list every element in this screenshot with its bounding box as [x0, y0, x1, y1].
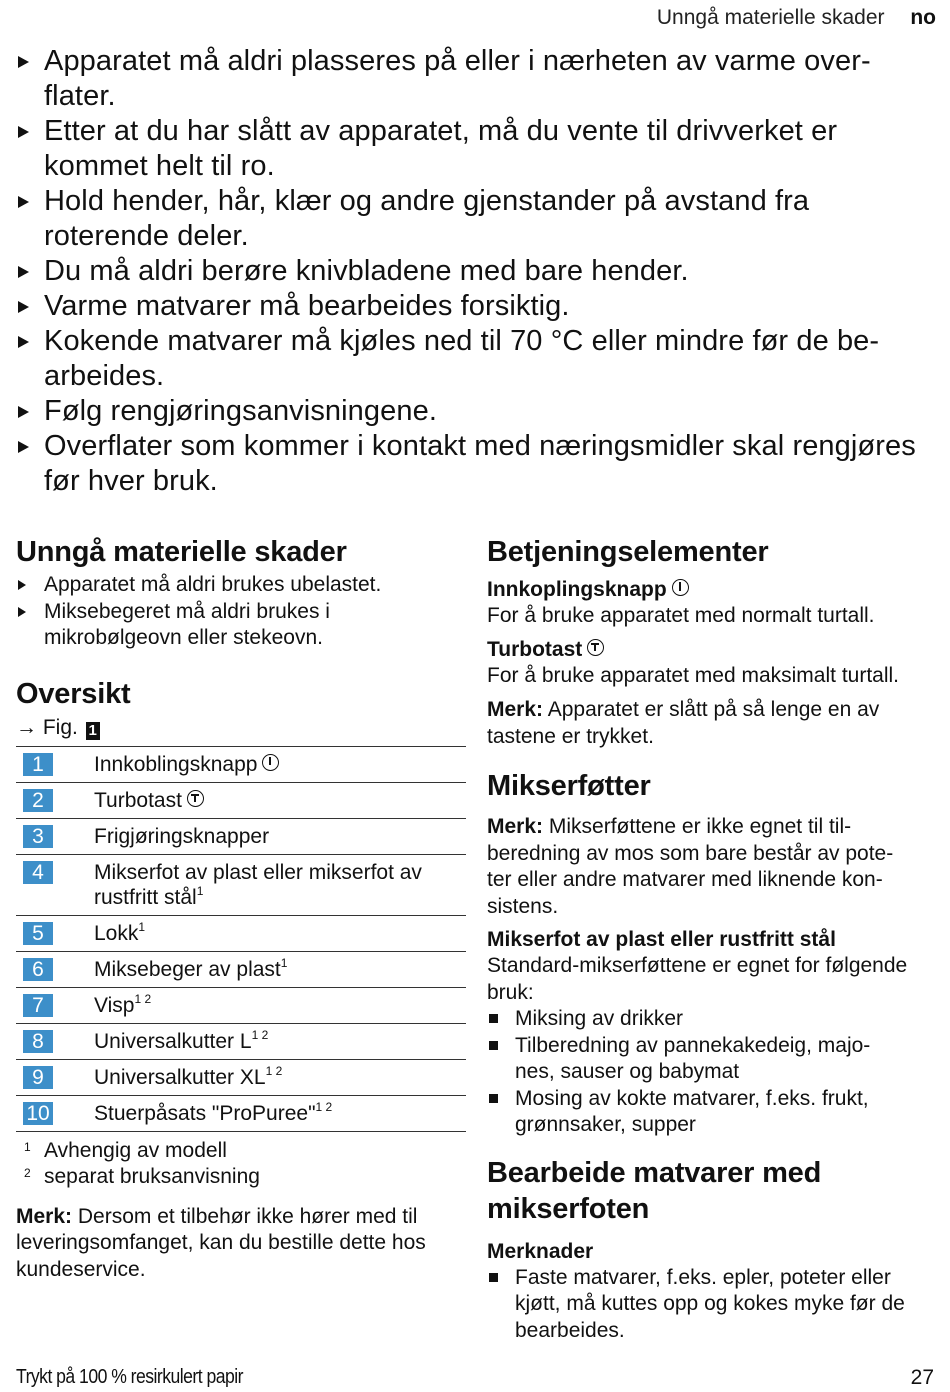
power-button-title: Innkoplingsknapp	[487, 577, 937, 603]
part-number-badge: 6	[23, 958, 53, 981]
list-item: Tilberedning av pannekakedeig, majo- nes, sauser og babymat	[487, 1033, 937, 1086]
power-button-text: For å bruke apparatet med normalt turtall.	[487, 604, 875, 627]
page-header	[657, 6, 936, 30]
footnote-ref: 1	[280, 955, 288, 970]
overview-heading: Oversikt	[16, 677, 131, 710]
footnote-ref: 1 2	[251, 1027, 269, 1042]
safety-item: Du må aldri berøre knivbladene med bare hender.	[18, 254, 938, 289]
safety-item: Hold hender, hår, klær og andre gjenstander på avstand fra roterende deler.	[18, 184, 938, 254]
part-number-badge: 8	[23, 1030, 53, 1053]
part-number-badge: 9	[23, 1066, 53, 1089]
part-label: Turbotast	[94, 788, 182, 812]
footnote-ref: 1 2	[265, 1063, 283, 1078]
part-label: Mikserfot av plast eller mikserfot av rustfritt stål	[94, 860, 422, 909]
turbo-icon	[587, 639, 604, 656]
damage-heading: Unngå materielle skader	[16, 536, 347, 568]
left-column	[16, 534, 466, 1283]
parts-table	[16, 746, 466, 1132]
footer-print-note: Trykt på 100 % resirkulert papir	[16, 1366, 243, 1388]
blender-note: Merk: Mikserføttene er ikke egnet til til- beredning av mos som bare består av pote- ter eller andre matvarer med liknende kon- sistens.	[487, 815, 894, 918]
blender-feet-heading: Mikserføtter	[487, 770, 651, 802]
list-item: Miksing av drikker	[487, 1006, 937, 1033]
arrow-bullet-icon	[18, 336, 29, 348]
arrow-bullet-icon	[18, 56, 29, 68]
part-number-badge: 3	[23, 825, 53, 848]
arrow-bullet-icon	[18, 580, 26, 590]
notes-list	[487, 1265, 937, 1345]
safety-item: Overflater som kommer i kontakt med næringsmidler skal rengjøres før hver bruk.	[18, 429, 938, 499]
table-row	[16, 915, 466, 951]
table-row	[16, 1059, 466, 1095]
table-row	[16, 818, 466, 854]
part-number-badge: 10	[23, 1102, 53, 1125]
arrow-bullet-icon	[18, 406, 29, 418]
part-label: Visp	[94, 993, 135, 1017]
arrow-bullet-icon	[18, 196, 29, 208]
table-row	[16, 987, 466, 1023]
turbo-button-text: For å bruke apparatet med maksimalt turtall.	[487, 663, 900, 687]
list-item: Mosing av kokte matvarer, f.eks. frukt, grønnsaker, supper	[487, 1086, 937, 1139]
part-label: Lokk	[94, 921, 139, 945]
footnote-ref: 1 2	[134, 991, 152, 1006]
right-column	[487, 534, 937, 1344]
damage-item: Apparatet må aldri brukes ubelastet.	[16, 572, 466, 599]
figure-reference: → Fig. 1	[16, 716, 466, 740]
turbo-icon	[187, 790, 204, 807]
power-icon	[672, 579, 689, 596]
part-label: Universalkutter XL	[94, 1065, 266, 1089]
footnote: 1 Avhengig av modell	[24, 1138, 227, 1162]
blender-sub-text: Standard-mikserføttene er egnet for følgende bruk:	[487, 954, 908, 1004]
part-number-badge: 5	[23, 922, 53, 945]
footnote: 2 separat bruksanvisning	[24, 1164, 260, 1188]
list-item: Faste matvarer, f.eks. epler, poteter eller kjøtt, må kuttes opp og kokes myke før de bearbeides.	[487, 1265, 937, 1345]
notes-heading: Merknader	[487, 1239, 594, 1263]
controls-heading: Betjeningselementer	[487, 536, 769, 568]
safety-item: Apparatet må aldri plasseres på eller i nærheten av varme over- flater.	[18, 44, 938, 114]
table-row	[16, 782, 466, 818]
safety-list	[18, 44, 938, 499]
page-number: 27	[910, 1366, 934, 1389]
footnote-ref: 1	[138, 919, 146, 934]
overview-note: Merk: Dersom et tilbehør ikke hører med til leveringsomfanget, kan du bestille dette hos kundeservice.	[16, 1204, 426, 1281]
power-icon	[262, 754, 279, 771]
part-number-badge: 4	[23, 861, 53, 884]
damage-item: Miksebegeret må aldri brukes i mikrobølgeovn eller stekeovn.	[16, 599, 466, 652]
arrow-bullet-icon	[18, 126, 29, 138]
blender-sub-heading: Mikserfot av plast eller rustfritt stål	[487, 928, 836, 951]
header-language-code: no	[910, 6, 936, 29]
square-bullet-icon	[489, 1273, 498, 1282]
safety-item: Varme matvarer må bearbeides forsiktig.	[18, 289, 938, 324]
processing-heading: Bearbeide matvarer med mikserfoten	[487, 1156, 822, 1225]
arrow-bullet-icon	[18, 607, 26, 617]
table-row	[16, 746, 466, 782]
header-section-title: Unngå materielle skader	[656, 6, 885, 29]
part-number-badge: 7	[23, 994, 53, 1017]
uses-list	[487, 1006, 937, 1139]
footnote-ref: 1	[196, 883, 204, 898]
table-row	[16, 1023, 466, 1059]
safety-item: Kokende matvarer må kjøles ned til 70 °C eller mindre før de be- arbeides.	[18, 324, 938, 394]
footnote-ref: 1 2	[315, 1099, 333, 1114]
safety-item: Følg rengjøringsanvisningene.	[18, 394, 938, 429]
part-label: Miksebeger av plast	[94, 957, 281, 981]
arrow-bullet-icon	[18, 266, 29, 278]
table-row	[16, 854, 466, 915]
table-row	[16, 1095, 466, 1131]
figure-number-badge: 1	[86, 722, 100, 740]
arrow-bullet-icon	[18, 441, 29, 453]
square-bullet-icon	[489, 1014, 498, 1023]
footnotes	[16, 1138, 466, 1190]
part-label: Frigjøringsknapper	[94, 824, 270, 848]
square-bullet-icon	[489, 1094, 498, 1103]
part-number-badge: 2	[23, 789, 53, 812]
part-number-badge: 1	[23, 753, 53, 776]
part-label: Universalkutter L	[94, 1029, 252, 1053]
arrow-bullet-icon	[18, 301, 29, 313]
part-label: Innkoblingsknapp	[94, 752, 258, 776]
table-row	[16, 951, 466, 987]
square-bullet-icon	[489, 1041, 498, 1050]
safety-item: Etter at du har slått av apparatet, må du vente til drivverket er kommet helt til ro.	[18, 114, 938, 184]
turbo-button-title: Turbotast	[487, 637, 937, 663]
part-label: Stuerpåsats "ProPuree"	[94, 1101, 316, 1125]
controls-note: Merk: Apparatet er slått på så lenge en av tastene er trykket.	[487, 698, 880, 748]
damage-list	[16, 572, 466, 652]
